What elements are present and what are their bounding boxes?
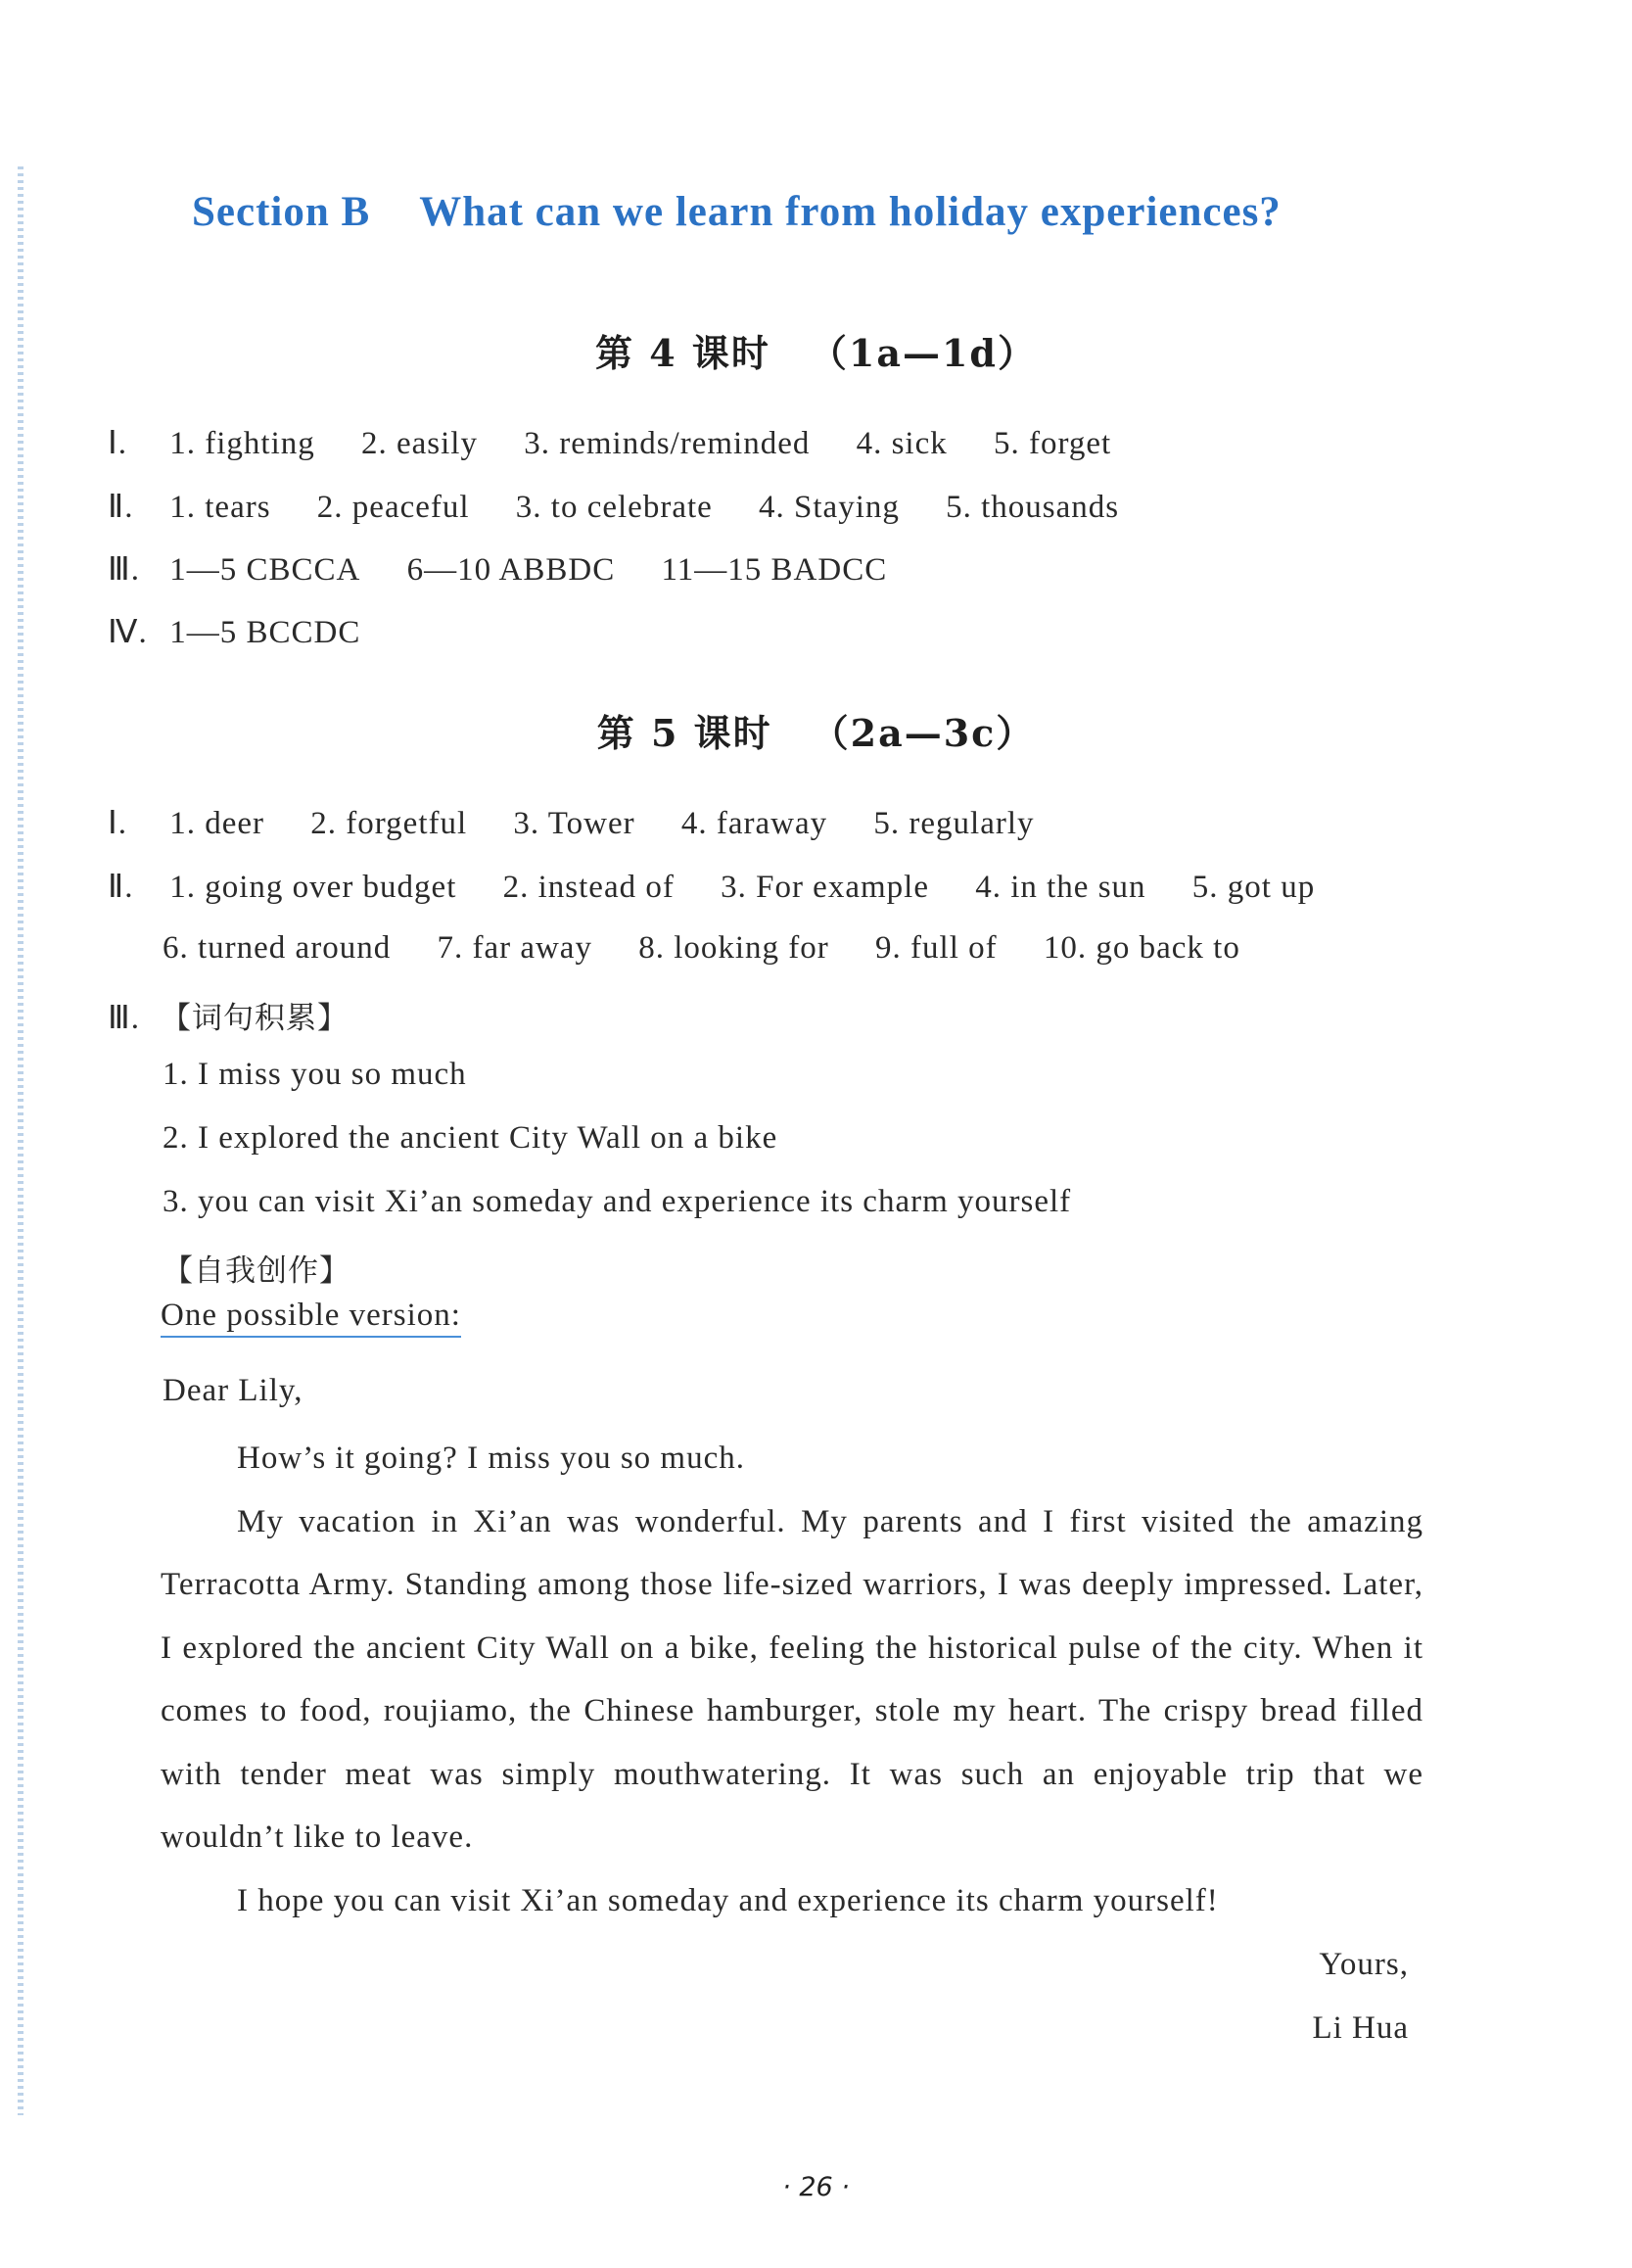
lesson5-row-2-continued bbox=[163, 930, 1278, 967]
vocab-sentence-3: 3. you can visit Xi’an someday and experience its charm yourself bbox=[163, 1184, 1072, 1219]
answer-item: 1. deer bbox=[169, 806, 265, 841]
answer-item: 5. regularly bbox=[873, 806, 1035, 841]
lesson4-heading bbox=[0, 323, 1632, 377]
vocab-sentence-2: 2. I explored the ancient City Wall on a bike bbox=[163, 1120, 778, 1156]
answer-item: 7. far away bbox=[437, 930, 592, 966]
answer-item: 3. to celebrate bbox=[515, 490, 713, 525]
answer-item: 5. forget bbox=[994, 426, 1112, 461]
answer-item: 10. go back to bbox=[1043, 930, 1240, 966]
answer-item: 6—10 ABBDC bbox=[406, 552, 616, 588]
lesson5-row-2 bbox=[108, 867, 1352, 906]
version-label: One possible version: bbox=[161, 1298, 461, 1338]
answer-item: 1—5 CBCCA bbox=[169, 552, 361, 588]
letter-paragraph-2: My vacation in Xi’an was wonderful. My parents and I first visited the amazing Terracotta Army. Standing among those life-sized warriors, I was deeply impressed. Later, I explored the ancient City Wall on a bike, feeling the historical pulse of the city. When it comes to food, roujiamo, the Chinese hamburger, stole my heart. The crispy bread filled with tender meat was simply mouthwatering. It was such an enjoyable trip that we wouldn’t like to leave. bbox=[161, 1503, 1423, 1855]
page-number: · 26 · bbox=[782, 2172, 850, 2202]
answer-item: 2. instead of bbox=[502, 870, 675, 905]
answer-item: 1. tears bbox=[169, 490, 271, 525]
answer-item: 4. in the sun bbox=[975, 870, 1146, 905]
row-number: Ⅱ. bbox=[108, 870, 134, 905]
answer-item: 3. For example bbox=[721, 870, 929, 905]
lesson5-row-3 bbox=[108, 993, 349, 1037]
answer-item: 1. going over budget bbox=[169, 870, 457, 905]
lesson4-range: （1a—1d） bbox=[809, 331, 1037, 375]
lesson5-title: 第 5 课时 bbox=[596, 711, 772, 755]
vocab-sentence-1: 1. I miss you so much bbox=[163, 1057, 467, 1092]
row-number: Ⅲ. bbox=[108, 1001, 141, 1036]
answer-item: 11—15 BADCC bbox=[661, 552, 888, 588]
answer-item: 4. sick bbox=[856, 426, 948, 461]
answer-item: 1—5 BCCDC bbox=[169, 615, 361, 650]
answer-item: 6. turned around bbox=[163, 930, 392, 966]
answer-item: 2. easily bbox=[361, 426, 478, 461]
letter-closing: Yours, bbox=[1319, 1947, 1409, 1982]
section-label: Section B bbox=[192, 189, 371, 235]
binding-margin-line bbox=[18, 166, 23, 2115]
lesson4-row-3 bbox=[108, 549, 924, 589]
answer-item: 8. looking for bbox=[638, 930, 829, 966]
answer-item: 2. peaceful bbox=[316, 490, 470, 525]
letter-paragraph-3: I hope you can visit Xi’an someday and experience its charm yourself! bbox=[237, 1882, 1219, 1918]
lesson4-row-4 bbox=[108, 612, 397, 651]
letter-signature: Li Hua bbox=[1312, 2010, 1409, 2046]
answer-item: 3. Tower bbox=[513, 806, 635, 841]
vocab-label: 【词句积累】 bbox=[161, 1001, 349, 1036]
answer-item: 5. thousands bbox=[946, 490, 1120, 525]
answer-item: 2. forgetful bbox=[310, 806, 468, 841]
answer-item: 3. reminds/reminded bbox=[524, 426, 811, 461]
answer-item: 1. fighting bbox=[169, 426, 315, 461]
row-number: Ⅰ. bbox=[108, 806, 127, 841]
lesson4-row-2 bbox=[108, 487, 1156, 526]
row-number: Ⅰ. bbox=[108, 426, 127, 461]
answer-item: 5. got up bbox=[1191, 870, 1316, 905]
answer-item: 9. full of bbox=[875, 930, 998, 966]
row-number: Ⅱ. bbox=[108, 490, 134, 525]
answer-item: 4. Staying bbox=[759, 490, 900, 525]
row-number: Ⅲ. bbox=[108, 552, 141, 588]
lesson4-row-1 bbox=[108, 423, 1148, 462]
lesson4-title: 第 4 课时 bbox=[595, 331, 770, 375]
letter-greeting: Dear Lily, bbox=[163, 1373, 303, 1408]
creation-label: 【自我创作】 bbox=[163, 1253, 350, 1289]
lesson5-row-1 bbox=[108, 803, 1072, 842]
letter-body bbox=[161, 1427, 1423, 1932]
row-number: Ⅳ. bbox=[108, 615, 148, 650]
section-question: What can we learn from holiday experiences? bbox=[419, 189, 1282, 235]
letter-paragraph-1: How’s it going? I miss you so much. bbox=[237, 1441, 745, 1476]
section-title bbox=[192, 188, 1282, 236]
lesson5-range: （2a—3c） bbox=[811, 711, 1036, 755]
lesson5-heading bbox=[0, 703, 1632, 757]
answer-item: 4. faraway bbox=[680, 806, 828, 841]
